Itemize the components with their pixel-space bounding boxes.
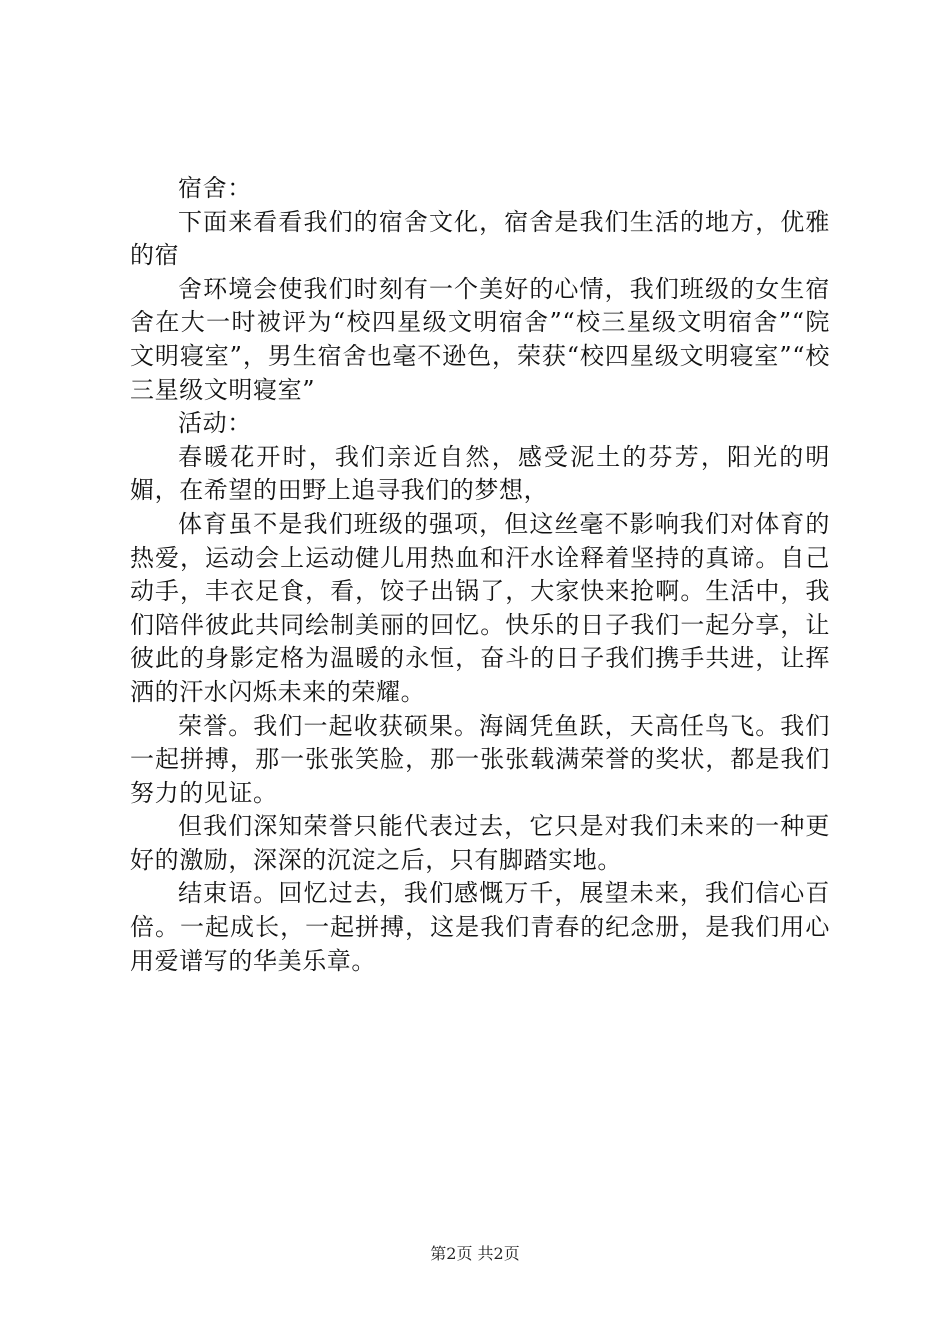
paragraph-dormitory-intro: 下面来看看我们的宿舍文化，宿舍是我们生活的地方，优雅的宿 xyxy=(130,207,830,270)
paragraph-dormitory-honors: 舍环境会使我们时刻有一个美好的心情，我们班级的女生宿舍在大一时被评为“校四星级文明宿舍”“校三星级文明宿舍”“院文明寝室”，男生宿舍也毫不逊色，荣获“校四星级文明寝室”“校三星级文明寝室” xyxy=(130,274,830,404)
paragraph-sports-life: 体育虽不是我们班级的强项，但这丝毫不影响我们对体育的热爱，运动会上运动健儿用热血和汗水诠释着坚持的真谛。自己动手，丰衣足食，看，饺子出锅了，大家快来抢啊。生活中，我们陪伴彼此共同绘制美丽的回忆。快乐的日子我们一起分享，让彼此的身影定格为温暖的永恒，奋斗的日子我们携手共进，让挥洒的汗水闪烁未来的荣耀。 xyxy=(130,509,830,706)
page-number-footer: 第2页 共2页 xyxy=(430,1244,520,1263)
paragraph-conclusion: 结束语。回忆过去，我们感慨万千，展望未来，我们信心百倍。一起成长，一起拼搏，这是我们青春的纪念册，是我们用心用爱谱写的华美乐章。 xyxy=(130,879,830,975)
paragraph-spring: 春暖花开时，我们亲近自然，感受泥土的芬芳，阳光的明媚，在希望的田野上追寻我们的梦想， xyxy=(130,442,830,505)
paragraph-past-honors: 但我们深知荣誉只能代表过去，它只是对我们未来的一种更好的激励，深深的沉淀之后，只有脚踏实地。 xyxy=(130,812,830,874)
paragraph-dormitory-heading: 宿舍： xyxy=(178,174,252,202)
paragraph-honors: 荣誉。我们一起收获硕果。海阔凭鱼跃，天高任鸟飞。我们一起拼搏，那一张张笑脸，那一张张载满荣誉的奖状，都是我们努力的见证。 xyxy=(130,711,830,807)
paragraph-activities-heading: 活动： xyxy=(178,409,252,438)
document-body xyxy=(130,172,830,978)
